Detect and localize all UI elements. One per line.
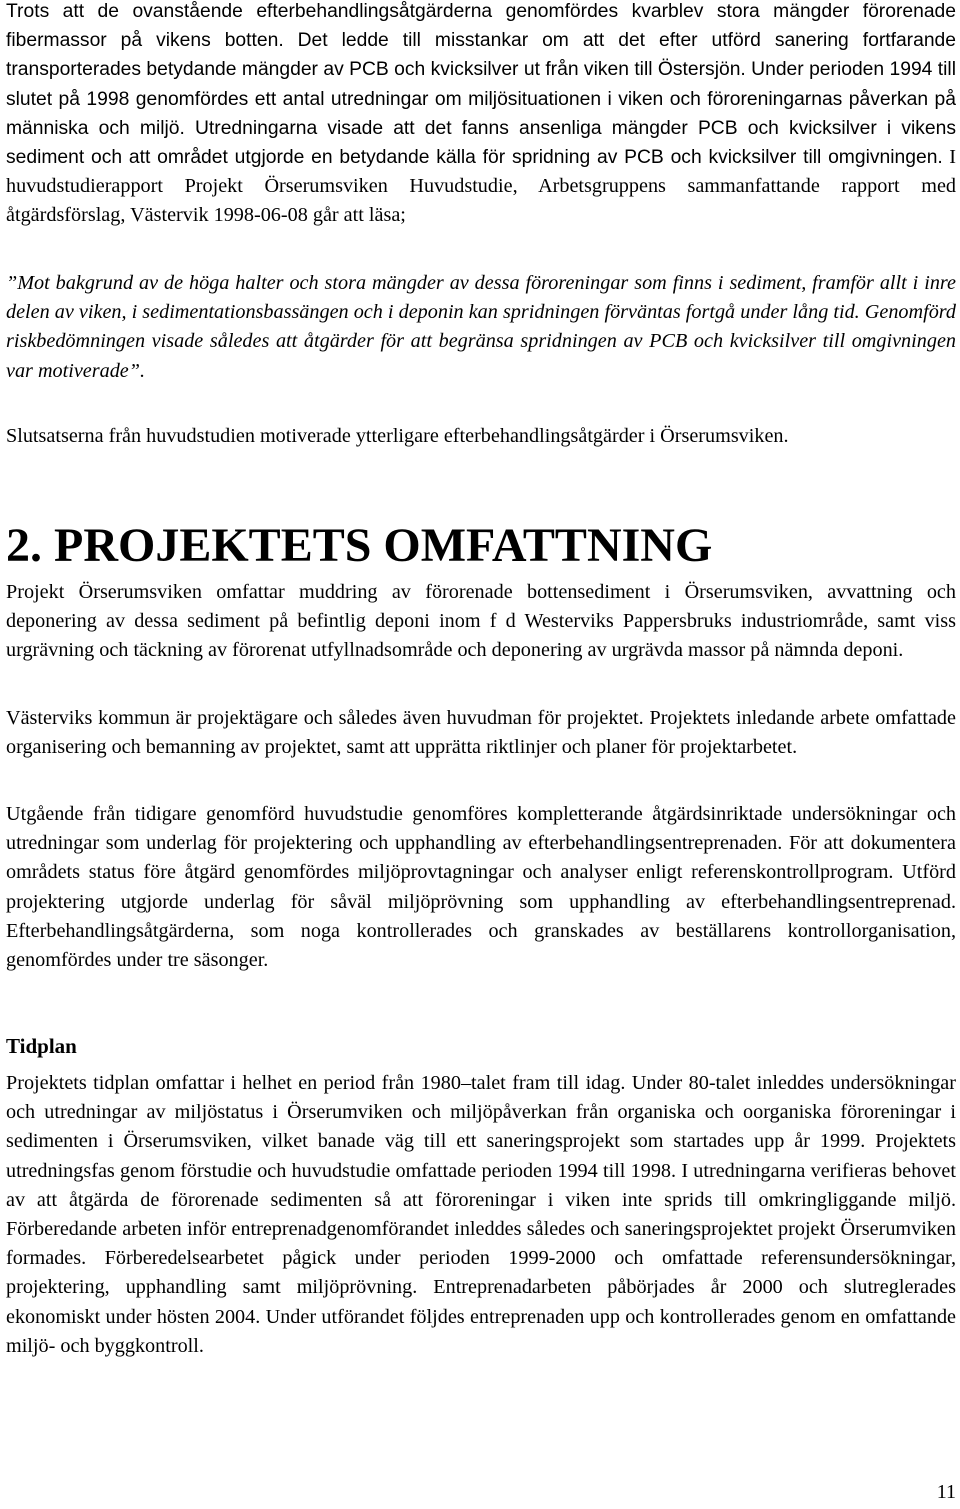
ownership-paragraph: Västerviks kommun är projektägare och således även huvudman för projektet. Projektets inledande arbete omfattade organisering och bemanning av projektet, samt att upprätta riktlinjer och planer för projektarbetet. bbox=[6, 707, 956, 759]
block-quote: ”Mot bakgrund av de höga halter och stora mängder av dessa föroreningar som finns i sediment, framför allt i inre delen av viken, i sedimentationsbassängen och i deponin kan spridningen förväntas fortgå under lång tid. Genomförd riskbedömningen visade således att åtgärder för att begränsa spridningen av PCB och kvicksilver till omgivningen var motiverade”. bbox=[6, 272, 956, 382]
intro-paragraph bbox=[6, 0, 956, 231]
timeline-paragraph: Projektets tidplan omfattar i helhet en period från 1980–talet fram till idag. Under 80-talet inleddes undersökningar och utredningar av miljöstatus i Örserumviken och miljöpåverkan från organiska och oorganiska föroreningar i sedimenten i Örserumsviken, vilket banade väg till ett saneringsprojekt som startades upp år 1999. Projektets utredningsfas genom förstudie och huvudstudie omfattade perioden 1994 till 1998. I utredningarna verifieras behovet av att åtgärda de förorenade sedimenten så att föroreningar i viken inte sprids till omkringliggande miljö. Förberedande arbeten inför entreprenadgenomförandet inleddes således och saneringsprojektet projekt Örserumviken formades. Förberedelsearbetet pågick under perioden 1999-2000 och omfattade referensundersökningar, projektering, upphandling samt miljöprövning. Entreprenadarbeten påbörjades år 2000 och slutreglerades ekonomiskt under hösten 2004. Under utförandet följdes entreprenaden upp och kontrollerades genom en omfattande miljö- och byggkontroll. bbox=[6, 1072, 956, 1357]
intro-paragraph-serif-text: I huvudstudierapport Projekt Örserumsviken Huvudstudie, Arbetsgruppens sammanfattande rapport med åtgärdsförslag, Västervik 1998-06-08 går att läsa; bbox=[6, 146, 956, 227]
page-number: 11 bbox=[936, 1481, 956, 1503]
intro-paragraph-sans-text: Trots att de ovanstående efterbehandlingsåtgärderna genomfördes kvarblev stora mängder förorenade fibermassor på vikens botten. Det ledde till misstankar om att det efter utförd sanering fortfarande transporterades betydande mängder av PCB och kvicksilver ut från viken till Östersjön. Under perioden 1994 till slutet på 1998 genomfördes ett antal utredningar om miljösituationen i viken och föroreningarnas påverkan på människa och miljö. Utredningarna visade att det fanns ansenliga mängder PCB och kvicksilver i vikens sediment och att området utgjorde en betydande källa för spridning av PCB och kvicksilver till omgivningen. bbox=[6, 1, 956, 169]
scope-paragraph: Projekt Örserumsviken omfattar muddring av förorenade bottensediment i Örserumsviken, avvattning och deponering av dessa sediment på befintlig deponi inom f d Westerviks Pappersbruks industriområde, samt viss urgrävning och täckning av förorenat utfyllnadsområde och deponering av urgrävda massor på nämnda deponi. bbox=[6, 581, 956, 662]
conclusion-paragraph: Slutsatserna från huvudstudien motiverade ytterligare efterbehandlingsåtgärder i Örserumsviken. bbox=[6, 425, 789, 447]
section-heading: 2. PROJEKTETS OMFATTNING bbox=[6, 519, 713, 572]
timeline-subheading: Tidplan bbox=[6, 1034, 77, 1058]
execution-paragraph: Utgående från tidigare genomförd huvudstudie genomföres kompletterande åtgärdsinriktade undersökningar och utredningar som underlag för projektering och upphandling av efterbehandlingsentreprenaden. För att dokumentera områdets status före åtgärd genomfördes miljöprovtagningar och analyser enligt referenskontrollprogram. Utförd projektering utgjorde underlag för såväl miljöprövning som upphandling av efterbehandlingsentreprenad. Efterbehandlingsåtgärderna, som noga kontrollerades och granskades av beställarens kontrollorganisation, genomfördes under tre säsonger. bbox=[6, 803, 956, 972]
